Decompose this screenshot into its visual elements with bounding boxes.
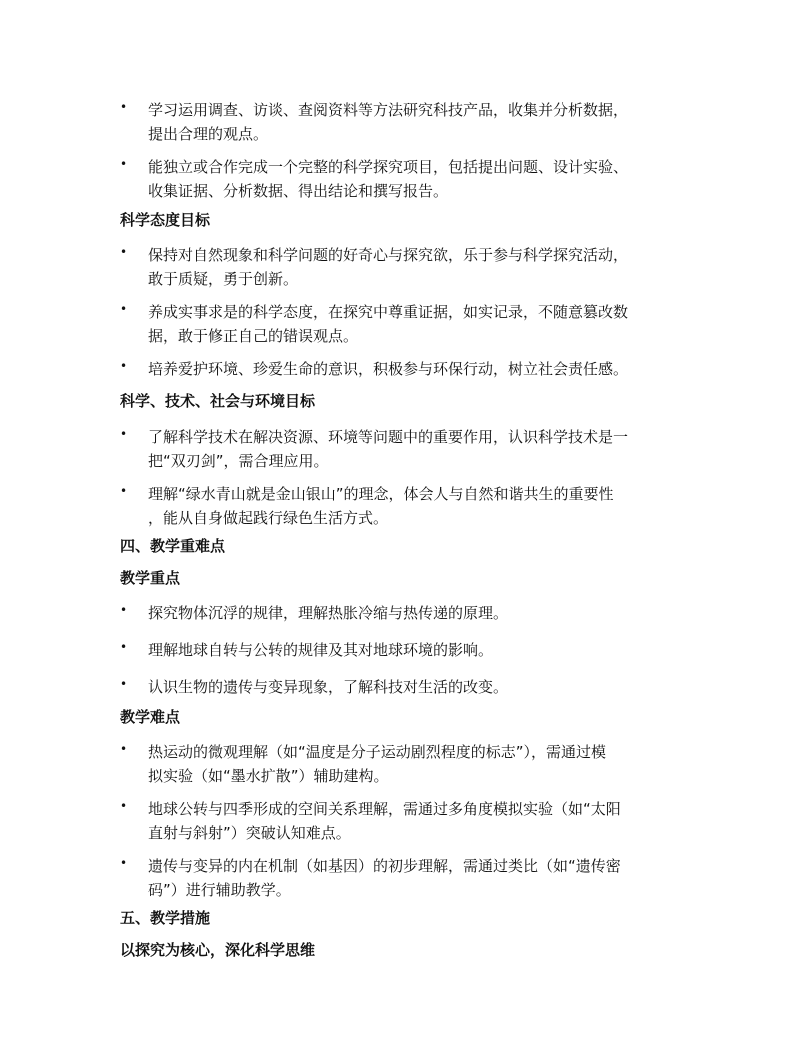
list-item-line: 码”）进行辅助教学。 <box>148 881 291 899</box>
list-item <box>120 243 680 291</box>
list-item-line: 把“双刃剑”，需合理应用。 <box>148 452 329 470</box>
list-item-line: 收集证据、分析数据、得出结论和撰写报告。 <box>148 182 449 200</box>
list-item-line: ，能从自身做起践行绿色生活方式。 <box>148 509 389 527</box>
list-item <box>120 601 680 625</box>
list-item-line: 了解科学技术在解决资源、环境等问题中的重要作用，认识科学技术是一 <box>148 428 629 446</box>
list-item-text: 理解地球自转与公转的规律及其对地球环境的影响。 <box>148 641 494 659</box>
list-item-line: 养成实事求是的科学态度，在探究中尊重证据，如实记录，不随意篡改数 <box>148 303 629 321</box>
list-item-text <box>148 797 678 845</box>
list-item-line: 提出合理的观点。 <box>148 125 269 143</box>
list-item <box>120 675 680 699</box>
list-item-text: 认识生物的遗传与变异现象，了解科技对生活的改变。 <box>148 678 509 696</box>
list-item-line: 地球公转与四季形成的空间关系理解，需通过多角度模拟实验（如“太阳 <box>148 800 621 818</box>
list-item <box>120 638 680 662</box>
list-item <box>120 425 680 473</box>
list-item-line: 能独立或合作完成一个完整的科学探究项目，包括提出问题、设计实验、 <box>148 158 629 176</box>
list-item-text <box>148 482 678 530</box>
list-item-line: 据，敢于修正自己的错误观点。 <box>148 327 359 345</box>
list-item-text <box>148 243 678 291</box>
list-item-text <box>148 740 678 788</box>
list-item <box>120 357 680 381</box>
list-item <box>120 98 680 146</box>
bullet-icon: • <box>120 100 128 114</box>
list-item-line: 理解“绿水青山就是金山银山”的理念，体会人与自然和谐共生的重要性 <box>148 485 614 503</box>
list-item-line: 热运动的微观理解（如“温度是分子运动剧烈程度的标志”），需通过模 <box>148 743 607 761</box>
list-item <box>120 854 680 902</box>
bullet-icon: • <box>120 484 128 498</box>
bullet-icon: • <box>120 427 128 441</box>
list-item-text: 培养爱护环境、珍爱生命的意识，积极参与环保行动，树立社会责任感。 <box>148 360 629 378</box>
list-item <box>120 300 680 348</box>
list-item-line: 遗传与变异的内在机制（如基因）的初步理解，需通过类比（如“遗传密 <box>148 857 621 875</box>
section-heading-five: 五、教学措施 <box>120 909 211 927</box>
section-heading-inquiry: 以探究为核心，深化科学思维 <box>120 941 316 959</box>
section-heading-attitude: 科学态度目标 <box>120 211 211 229</box>
list-item-line: 敢于质疑，勇于创新。 <box>148 270 299 288</box>
list-item-text <box>148 300 678 348</box>
list-item-line: 学习运用调查、访谈、查阅资料等方法研究科技产品，收集并分析数据， <box>148 101 629 119</box>
list-item-line: 保持对自然现象和科学问题的好奇心与探究欲，乐于参与科学探究活动， <box>148 246 629 264</box>
bullet-icon: • <box>120 799 128 813</box>
list-item <box>120 797 680 845</box>
bullet-icon: • <box>120 157 128 171</box>
section-heading-difficulties: 教学难点 <box>120 708 181 726</box>
bullet-icon: • <box>120 856 128 870</box>
bullet-icon: • <box>120 742 128 756</box>
section-heading-key-points: 教学重点 <box>120 569 181 587</box>
bullet-icon: • <box>120 640 128 654</box>
list-item-text <box>148 155 678 203</box>
bullet-icon: • <box>120 245 128 259</box>
list-item-text <box>148 425 678 473</box>
list-item-text <box>148 854 678 902</box>
bullet-icon: • <box>120 603 128 617</box>
list-item <box>120 482 680 530</box>
bullet-icon: • <box>120 359 128 373</box>
list-item <box>120 740 680 788</box>
bullet-icon: • <box>120 677 128 691</box>
list-item-text <box>148 98 678 146</box>
bullet-icon: • <box>120 302 128 316</box>
list-item-line: 拟实验（如“墨水扩散”）辅助建构。 <box>148 767 389 785</box>
section-heading-four: 四、教学重难点 <box>120 537 226 555</box>
section-heading-sts: 科学、技术、社会与环境目标 <box>120 392 316 410</box>
list-item-line: 直射与斜射”）突破认知难点。 <box>148 824 351 842</box>
list-item-text: 探究物体沉浮的规律，理解热胀冷缩与热传递的原理。 <box>148 604 509 622</box>
list-item <box>120 155 680 203</box>
